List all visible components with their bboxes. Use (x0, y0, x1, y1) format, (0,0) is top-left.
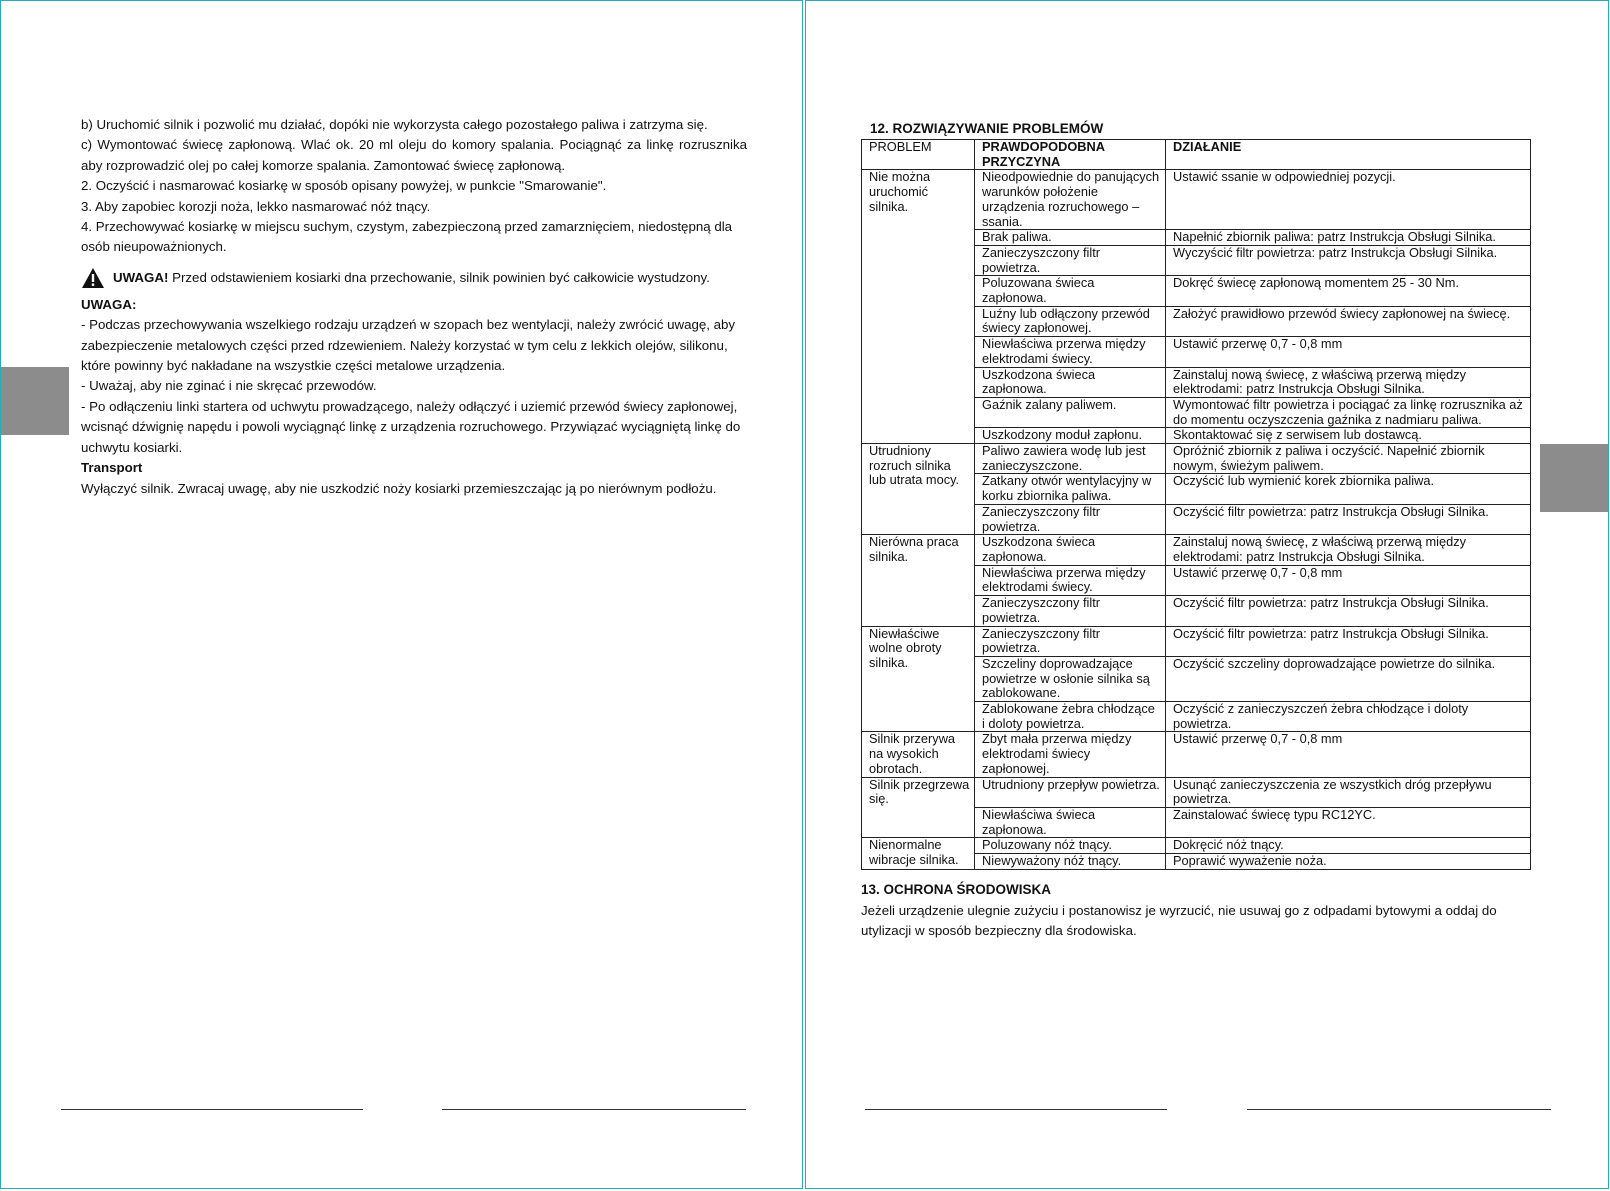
table-row (862, 777, 1531, 807)
cause-cell: Zanieczyszczony filtr powietrza. (975, 504, 1166, 534)
action-cell: Oczyścić filtr powietrza: patrz Instrukcja Obsługi Silnika. (1166, 626, 1531, 656)
footer-line (1247, 1109, 1551, 1110)
problem-cell: Silnik przegrzewa się. (862, 777, 975, 838)
warning-text: Przed odstawieniem kosiarki dna przechowanie, silnik powinien być całkowicie wystudzony. (168, 270, 710, 286)
warning-label: UWAGA! (113, 270, 169, 286)
cause-cell: Uszkodzona świeca zapłonowa. (975, 367, 1166, 397)
action-cell: Oczyścić filtr powietrza: patrz Instrukcja Obsługi Silnika. (1166, 596, 1531, 626)
troubleshooting-table (861, 139, 1531, 870)
action-cell: Ustawić przerwę 0,7 - 0,8 mm (1166, 732, 1531, 777)
action-cell: Wyczyścić filtr powietrza: patrz Instrukcja Obsługi Silnika. (1166, 245, 1531, 275)
header-action: DZIAŁANIE (1166, 140, 1531, 170)
cause-cell: Utrudniony przepływ powietrza. (975, 777, 1166, 807)
warning-row (81, 267, 747, 289)
cause-cell: Niewyważony nóż tnący. (975, 854, 1166, 870)
cause-cell: Poluzowany nóż tnący. (975, 838, 1166, 854)
cause-cell: Poluzowana świeca zapłonowa. (975, 276, 1166, 306)
transport-text: Wyłączyć silnik. Zwracaj uwagę, aby nie uszkodzić noży kosiarki przemieszczając ją po nierównym podłożu. (81, 480, 717, 496)
header-problem: PROBLEM (862, 140, 975, 170)
problem-cell: Nierówna praca silnika. (862, 535, 975, 626)
right-section-tab-marker (1540, 444, 1608, 512)
cause-cell: Gaźnik zalany paliwem. (975, 397, 1166, 427)
note-item-cables: - Uważaj, aby nie zginać i nie skręcać przewodów. (81, 378, 377, 394)
paragraph-3: 3. Aby zapobiec korozji noża, lekko nasmarować nóż tnący. (81, 198, 431, 214)
troubleshooting-section (861, 121, 1530, 942)
cause-cell: Paliwo zawiera wodę lub jest zanieczyszczone. (975, 444, 1166, 474)
cause-cell: Szczeliny doprowadzające powietrze w osłonie silnika są zablokowane. (975, 656, 1166, 701)
note-heading: UWAGA: (81, 296, 137, 312)
paragraph-2: 2. Oczyścić i nasmarować kosiarkę w sposób opisany powyżej, w punkcie "Smarowanie". (81, 178, 607, 194)
right-page (805, 0, 1609, 1189)
cause-cell: Zanieczyszczony filtr powietrza. (975, 626, 1166, 656)
cause-cell: Niewłaściwa przerwa między elektrodami świecy. (975, 565, 1166, 595)
action-cell: Zainstaluj nową świecę, z właściwą przerwą między elektrodami: patrz Instrukcja Obsługi Silnika. (1166, 367, 1531, 397)
footer-line (61, 1109, 363, 1110)
table-row (862, 535, 1531, 565)
cause-cell: Luźny lub odłączony przewód świecy zapłonowej. (975, 306, 1166, 336)
cause-cell: Brak paliwa. (975, 230, 1166, 246)
action-cell: Skontaktować się z serwisem lub dostawcą. (1166, 428, 1531, 444)
problem-cell: Utrudniony rozruch silnika lub utrata mocy. (862, 444, 975, 535)
action-cell: Zainstaluj nową świecę, z właściwą przerwą między elektrodami: patrz Instrukcja Obsługi Silnika. (1166, 535, 1531, 565)
header-cause: PRAWDOPODOBNA PRZYCZYNA (975, 140, 1166, 170)
action-cell: Ustawić ssanie w odpowiedniej pozycji. (1166, 170, 1531, 230)
left-section-tab-marker (1, 367, 69, 435)
cause-cell: Zablokowane żebra chłodzące i doloty powietrza. (975, 702, 1166, 732)
problem-cell: Nie można uruchomić silnika. (862, 170, 975, 444)
action-cell: Ustawić przerwę 0,7 - 0,8 mm (1166, 337, 1531, 367)
problem-cell: Niewłaściwe wolne obroty silnika. (862, 626, 975, 732)
action-cell: Usunąć zanieczyszczenia ze wszystkich dróg przepływu powietrza. (1166, 777, 1531, 807)
action-cell: Założyć prawidłowo przewód świecy zapłonowej na świecę. (1166, 306, 1531, 336)
cause-cell: Niewłaściwa świeca zapłonowa. (975, 807, 1166, 837)
left-page (0, 0, 803, 1189)
paragraph-b: b) Uruchomić silnik i pozwolić mu działać, dopóki nie wykorzysta całego pozostałego paliwa i zatrzyma się. (81, 117, 708, 132)
cause-cell: Uszkodzony moduł zapłonu. (975, 428, 1166, 444)
action-cell: Poprawić wyważenie noża. (1166, 854, 1531, 870)
section-13-text: Jeżeli urządzenie ulegnie zużyciu i postanowisz je wyrzucić, nie usuwaj go z odpadami bytowymi a oddaj do utylizacji w sposób bezpieczny dla środowiska. (861, 902, 1497, 939)
action-cell: Oczyścić lub wymienić korek zbiornika paliwa. (1166, 474, 1531, 504)
problem-cell: Silnik przerywa na wysokich obrotach. (862, 732, 975, 777)
cause-cell: Zanieczyszczony filtr powietrza. (975, 596, 1166, 626)
note-item-starter: - Po odłączeniu linki startera od uchwytu prowadzącego, należy odłączyć i uziemić przewód świecy zapłonowej, wcisnąć dźwignię napędu i powoli wyciągnąć linkę z urządzenia rozruchowego. Przywiązać wyciągniętą linkę do uchwytu kosiarki. (81, 398, 741, 455)
table-row (862, 170, 1531, 230)
cause-cell: Zanieczyszczony filtr powietrza. (975, 245, 1166, 275)
warning-triangle-icon (81, 267, 105, 289)
action-cell: Napełnić zbiornik paliwa: patrz Instrukcja Obsługi Silnika. (1166, 230, 1531, 246)
action-cell: Wymontować filtr powietrza i pociągać za linkę rozrusznika aż do momentu oczyszczenia gaźnika z nadmiaru paliwa. (1166, 397, 1531, 427)
paragraph-c: c) Wymontować świecę zapłonową. Wlać ok. 20 ml oleju do komory spalania. Pociągnąć za linkę rozrusznika aby rozprowadzić olej po całej komorze spalania. Zamontować świecę zapłonową. (81, 137, 747, 173)
table-row (862, 732, 1531, 777)
paragraph-4: 4. Przechowywać kosiarkę w miejscu suchym, czystym, zabezpieczoną przed zamarznięciem, niedostępną dla osób nieupoważnionych. (81, 219, 733, 255)
cause-cell: Zbyt mała przerwa między elektrodami świecy zapłonowej. (975, 732, 1166, 777)
problem-cell: Nienormalne wibracje silnika. (862, 838, 975, 869)
storage-instructions (81, 115, 747, 499)
action-cell: Dokręcić nóż tnący. (1166, 838, 1531, 854)
cause-cell: Uszkodzona świeca zapłonowa. (975, 535, 1166, 565)
action-cell: Oczyścić filtr powietrza: patrz Instrukcja Obsługi Silnika. (1166, 504, 1531, 534)
section-12-title: 12. ROZWIĄZYWANIE PROBLEMÓW (870, 121, 1104, 136)
cause-cell: Nieodpowiednie do panujących warunków położenie urządzenia rozruchowego – ssania. (975, 170, 1166, 230)
table-row (862, 838, 1531, 854)
cause-cell: Zatkany otwór wentylacyjny w korku zbiornika paliwa. (975, 474, 1166, 504)
action-cell: Ustawić przerwę 0,7 - 0,8 mm (1166, 565, 1531, 595)
action-cell: Dokręć świecę zapłonową momentem 25 - 30 Nm. (1166, 276, 1531, 306)
action-cell: Zainstalować świecę typu RC12YC. (1166, 807, 1531, 837)
cause-cell: Niewłaściwa przerwa między elektrodami świecy. (975, 337, 1166, 367)
action-cell: Oczyścić szczeliny doprowadzające powietrze do silnika. (1166, 656, 1531, 701)
action-cell: Opróżnić zbiornik z paliwa i oczyścić. Napełnić zbiornik nowym, świeżym paliwem. (1166, 444, 1531, 474)
note-item-ventilation: - Podczas przechowywania wszelkiego rodzaju urządzeń w szopach bez wentylacji, należy zwrócić uwagę, aby zabezpieczenie metalowych części przed rdzewieniem. Należy korzystać w tym celu z lekkich olejów, silikonu, które powinny być nakładane na wszystkie części metalowe urządzenia. (81, 317, 736, 374)
table-row (862, 626, 1531, 656)
table-row (862, 444, 1531, 474)
table-header-row (862, 140, 1531, 170)
action-cell: Oczyścić z zanieczyszczeń żebra chłodzące i doloty powietrza. (1166, 702, 1531, 732)
footer-line (442, 1109, 746, 1110)
section-13-title: 13. OCHRONA ŚRODOWISKA (861, 881, 1052, 897)
transport-heading: Transport (81, 460, 143, 476)
footer-line (865, 1109, 1167, 1110)
